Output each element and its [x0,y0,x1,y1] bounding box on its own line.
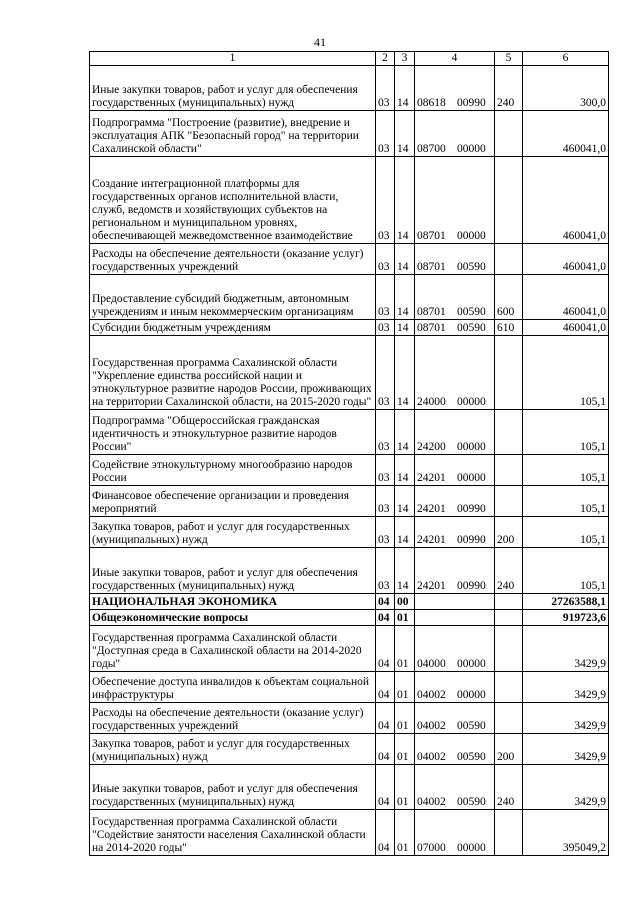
row-section-code: 04 [376,765,395,810]
row-target-code-program: 24201 [417,580,446,592]
row-amount: 105,1 [523,336,609,410]
row-target-code [415,275,495,320]
row-amount: 460041,0 [523,157,609,244]
row-expense-type-code [495,610,523,626]
row-subsection-code: 01 [395,810,415,856]
row-name: Обеспечение доступа инвалидов к объектам социальной инфраструктуры [90,672,376,703]
row-amount: 3429,9 [523,765,609,810]
row-subsection-code: 14 [395,410,415,455]
row-section-code: 04 [376,734,395,765]
table-header-row [90,52,609,66]
row-amount: 3429,9 [523,626,609,672]
row-amount: 460041,0 [523,111,609,157]
row-expense-type-code [495,672,523,703]
row-expense-type-code [495,594,523,610]
row-amount: 395049,2 [523,810,609,856]
row-target-code-direction: 00000 [457,472,486,484]
row-section-code: 03 [376,410,395,455]
row-target-code [415,336,495,410]
row-name: Создание интеграционной платформы для государственных органов исполнительной власти, служб, ведомств и хозяйствующих субъектов на региональном и муниципальном уровнях, обеспечивающей межведомственное взаимодействие [90,157,376,244]
row-subsection-code: 14 [395,517,415,548]
row-target-code [415,517,495,548]
row-section-code: 03 [376,336,395,410]
row-expense-type-code: 610 [495,320,523,336]
row-amount: 105,1 [523,410,609,455]
row-target-code-direction: 00990 [457,580,486,592]
budget-table [89,51,609,856]
row-expense-type-code [495,626,523,672]
row-name: Иные закупки товаров, работ и услуг для обеспечения государственных (муниципальных) нужд [90,66,376,111]
row-name: Субсидии бюджетным учреждениям [90,320,376,336]
row-name: Предоставление субсидий бюджетным, автономным учреждениям и иным некоммерческим организациям [90,275,376,320]
row-subsection-code: 14 [395,157,415,244]
table-row [90,275,609,320]
row-section-code: 03 [376,320,395,336]
row-target-code-program: 08618 [417,97,446,109]
row-amount: 105,1 [523,455,609,486]
row-target-code [415,486,495,517]
row-target-code-direction: 00590 [457,261,486,273]
table-row [90,765,609,810]
page-number: 41 [314,35,326,49]
row-section-code: 04 [376,610,395,626]
row-target-code-program: 04002 [417,720,446,732]
row-target-code-direction: 00990 [457,503,486,515]
row-target-code-program: 08701 [417,261,446,273]
row-subsection-code: 14 [395,486,415,517]
row-section-code: 03 [376,486,395,517]
row-subsection-code: 14 [395,336,415,410]
row-expense-type-code [495,244,523,275]
row-target-code-direction: 00000 [457,143,486,155]
row-name: Общеэкономические вопросы [90,610,376,626]
row-subsection-code: 01 [395,672,415,703]
row-section-code: 03 [376,517,395,548]
row-amount: 105,1 [523,517,609,548]
row-expense-type-code: 200 [495,734,523,765]
row-target-code [415,672,495,703]
table-row [90,703,609,734]
row-target-code-program: 24201 [417,503,446,515]
row-amount: 460041,0 [523,275,609,320]
row-target-code-direction: 00000 [457,658,486,670]
row-subsection-code: 14 [395,455,415,486]
table-row [90,610,609,626]
row-subsection-code: 14 [395,244,415,275]
row-target-code [415,455,495,486]
row-name: Подпрограмма "Построение (развитие), внедрение и эксплуатация АПК "Безопасный город" на территории Сахалинской области" [90,111,376,157]
row-expense-type-code [495,810,523,856]
row-target-code-direction: 00590 [457,751,486,763]
row-expense-type-code [495,410,523,455]
row-expense-type-code [495,486,523,517]
table-row [90,548,609,594]
row-name: Государственная программа Сахалинской области "Содействие занятости населения Сахалинской области на 2014-2020 годы" [90,810,376,856]
row-target-code-program: 08701 [417,306,446,318]
row-target-code-direction: 00000 [457,441,486,453]
row-amount: 460041,0 [523,320,609,336]
header-col-1: 1 [90,52,376,66]
header-col-6: 6 [523,52,609,66]
row-target-code-program: 08700 [417,143,446,155]
row-section-code: 03 [376,157,395,244]
row-target-code-program: 24201 [417,472,446,484]
row-target-code-program: 04002 [417,751,446,763]
row-target-code [415,626,495,672]
row-amount: 105,1 [523,486,609,517]
row-target-code-program: 24000 [417,396,446,408]
row-target-code [415,410,495,455]
row-target-code-direction: 00000 [457,842,486,854]
row-target-code-direction: 00000 [457,230,486,242]
row-name: Иные закупки товаров, работ и услуг для обеспечения государственных (муниципальных) нужд [90,548,376,594]
row-section-code: 04 [376,703,395,734]
table-row [90,244,609,275]
row-subsection-code: 14 [395,320,415,336]
row-section-code: 03 [376,111,395,157]
row-target-code-direction: 00590 [457,306,486,318]
row-target-code [415,610,495,626]
row-name: НАЦИОНАЛЬНАЯ ЭКОНОМИКА [90,594,376,610]
table-row [90,672,609,703]
row-target-code-direction: 00990 [457,534,486,546]
row-amount: 300,0 [523,66,609,111]
table-row [90,486,609,517]
row-target-code-direction: 00590 [457,322,486,334]
row-section-code: 03 [376,275,395,320]
row-section-code: 04 [376,594,395,610]
row-name: Государственная программа Сахалинской области "Укрепление единства российской нации и этнокультурное развитие народов России, проживающих на территории Сахалинской области, на 2015-2020 годы" [90,336,376,410]
row-section-code: 03 [376,244,395,275]
row-target-code [415,765,495,810]
row-subsection-code: 01 [395,765,415,810]
row-target-code-program: 24200 [417,441,446,453]
row-amount: 460041,0 [523,244,609,275]
table-row [90,157,609,244]
row-target-code-direction: 00590 [457,720,486,732]
row-target-code [415,66,495,111]
row-target-code [415,548,495,594]
table-row [90,810,609,856]
row-name: Закупка товаров, работ и услуг для государственных (муниципальных) нужд [90,734,376,765]
row-section-code: 03 [376,548,395,594]
row-target-code-program: 24201 [417,534,446,546]
row-target-code [415,320,495,336]
row-expense-type-code [495,157,523,244]
row-subsection-code: 01 [395,626,415,672]
row-target-code-program: 04002 [417,796,446,808]
table-row [90,517,609,548]
row-expense-type-code [495,336,523,410]
row-subsection-code: 14 [395,548,415,594]
table-row [90,66,609,111]
row-amount: 3429,9 [523,672,609,703]
row-target-code [415,594,495,610]
row-name: Государственная программа Сахалинской области "Доступная среда в Сахалинской области на 2014-2020 годы" [90,626,376,672]
row-target-code [415,810,495,856]
row-subsection-code: 14 [395,66,415,111]
row-target-code-direction: 00000 [457,689,486,701]
row-expense-type-code [495,111,523,157]
row-expense-type-code [495,703,523,734]
row-name: Финансовое обеспечение организации и проведения мероприятий [90,486,376,517]
row-expense-type-code [495,455,523,486]
row-name: Расходы на обеспечение деятельности (оказание услуг) государственных учреждений [90,703,376,734]
row-target-code [415,111,495,157]
row-target-code [415,703,495,734]
row-expense-type-code: 600 [495,275,523,320]
row-subsection-code: 01 [395,703,415,734]
row-name: Иные закупки товаров, работ и услуг для обеспечения государственных (муниципальных) нужд [90,765,376,810]
row-target-code-direction: 00990 [457,97,486,109]
row-subsection-code: 14 [395,275,415,320]
row-target-code-program: 08701 [417,230,446,242]
row-target-code [415,734,495,765]
row-amount: 3429,9 [523,703,609,734]
row-name: Содействие этнокультурному многообразию народов России [90,455,376,486]
row-section-code: 03 [376,66,395,111]
row-amount: 27263588,1 [523,594,609,610]
table-row [90,455,609,486]
row-target-code-program: 04000 [417,658,446,670]
row-target-code-direction: 00590 [457,796,486,808]
row-target-code [415,157,495,244]
row-amount: 919723,6 [523,610,609,626]
row-name: Подпрограмма "Общероссийская гражданская идентичность и этнокультурное развитие народов России" [90,410,376,455]
table-row [90,594,609,610]
header-col-2: 2 [376,52,395,66]
table-row [90,734,609,765]
table-row [90,336,609,410]
row-section-code: 04 [376,626,395,672]
row-subsection-code: 00 [395,594,415,610]
header-col-3: 3 [395,52,415,66]
row-amount: 3429,9 [523,734,609,765]
table-row [90,320,609,336]
row-subsection-code: 01 [395,610,415,626]
table-row [90,626,609,672]
row-target-code-program: 08701 [417,322,446,334]
row-expense-type-code: 240 [495,765,523,810]
row-expense-type-code: 240 [495,66,523,111]
row-target-code-program: 07000 [417,842,446,854]
row-section-code: 04 [376,672,395,703]
header-col-5: 5 [495,52,523,66]
table-row [90,111,609,157]
row-expense-type-code: 240 [495,548,523,594]
row-target-code-program: 04002 [417,689,446,701]
row-amount: 105,1 [523,548,609,594]
row-target-code [415,244,495,275]
row-name: Закупка товаров, работ и услуг для государственных (муниципальных) нужд [90,517,376,548]
row-section-code: 03 [376,455,395,486]
row-target-code-direction: 00000 [457,396,486,408]
row-subsection-code: 14 [395,111,415,157]
row-expense-type-code: 200 [495,517,523,548]
header-col-4: 4 [415,52,495,66]
row-subsection-code: 01 [395,734,415,765]
row-name: Расходы на обеспечение деятельности (оказание услуг) государственных учреждений [90,244,376,275]
row-section-code: 04 [376,810,395,856]
table-row [90,410,609,455]
